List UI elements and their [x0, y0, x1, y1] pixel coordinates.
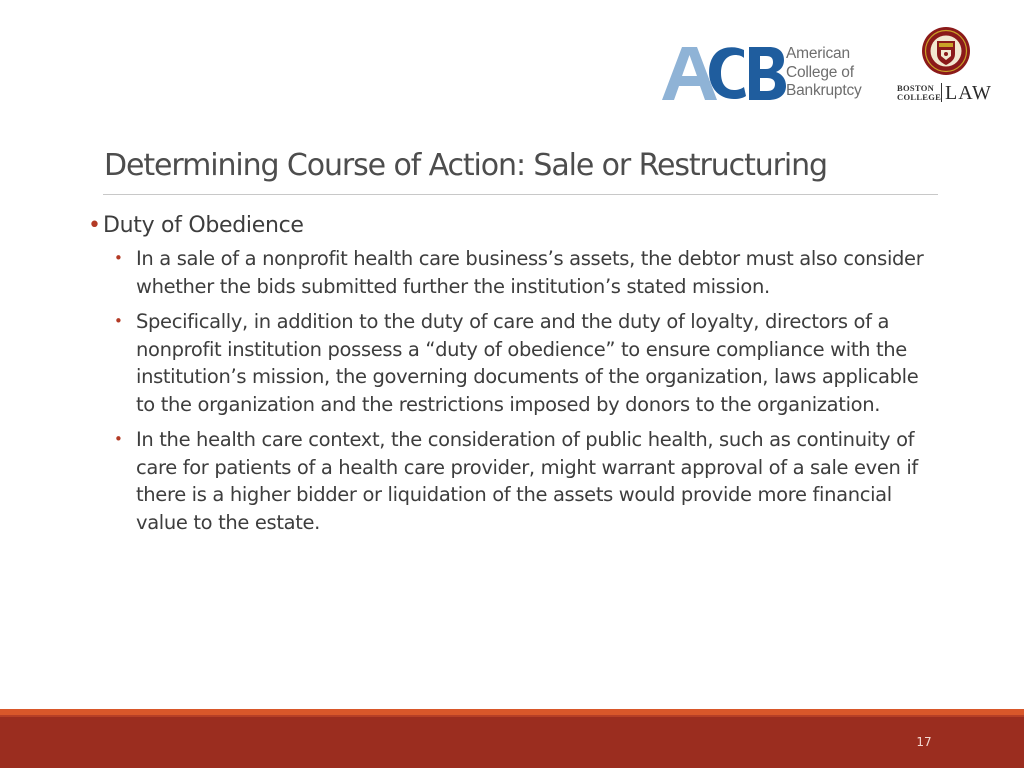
page-number: 17	[916, 735, 932, 749]
acb-logo-line-2: College of	[786, 63, 854, 81]
slide-body	[88, 210, 938, 536]
boston-college-label	[897, 84, 941, 102]
sub-bullet-marker: •	[114, 430, 123, 448]
title-divider	[103, 194, 938, 195]
sub-bullet-item	[114, 245, 938, 300]
footer-band	[0, 709, 1024, 768]
wordmark-divider	[941, 83, 942, 102]
acb-logo-mark	[660, 44, 786, 102]
sub-bullet-text: Specifically, in addition to the duty of care and the duty of loyalty, directors of a nonprofit institution possess a “duty of obedience” to ensure compliance with the institution’s mission, the governing documents of the organization, laws applicable to the organization and the restrictions imposed by donors to the organization.	[136, 310, 919, 416]
boston-college-seal-icon	[921, 26, 971, 76]
bullet-heading-text: Duty of Obedience	[103, 213, 304, 238]
sub-bullet-marker: •	[114, 249, 123, 267]
college-label: COLLEGE	[897, 92, 942, 102]
acb-logo-line-1: American	[786, 45, 850, 62]
footer-accent-line-secondary	[0, 715, 1024, 717]
sub-bullet-marker: •	[114, 312, 123, 330]
sub-bullet-item	[114, 308, 938, 418]
acb-logo-name	[786, 45, 878, 101]
acb-logo	[660, 44, 875, 102]
boston-label: BOSTON	[897, 83, 935, 93]
sub-bullet-text: In a sale of a nonprofit health care business’s assets, the debtor must also consider whether the bids submitted further the institution’s stated mission.	[136, 247, 924, 298]
sub-bullet-list	[88, 245, 938, 536]
boston-college-law-logo	[895, 26, 999, 104]
boston-college-law-wordmark	[897, 82, 999, 104]
slide-title: Determining Course of Action: Sale or Restructuring	[104, 148, 827, 183]
acb-logo-line-3: Bankruptcy	[786, 82, 862, 99]
bullet-heading	[88, 210, 938, 242]
law-label: LAW	[945, 82, 992, 104]
sub-bullet-text: In the health care context, the consideration of public health, such as continuity of care for patients of a health care provider, might warrant approval of a sale even if there is a higher bidder or liquidation of the assets would provide more financial value to the estate.	[136, 428, 918, 534]
bullet-marker: •	[88, 213, 101, 238]
sub-bullet-item	[114, 426, 938, 536]
